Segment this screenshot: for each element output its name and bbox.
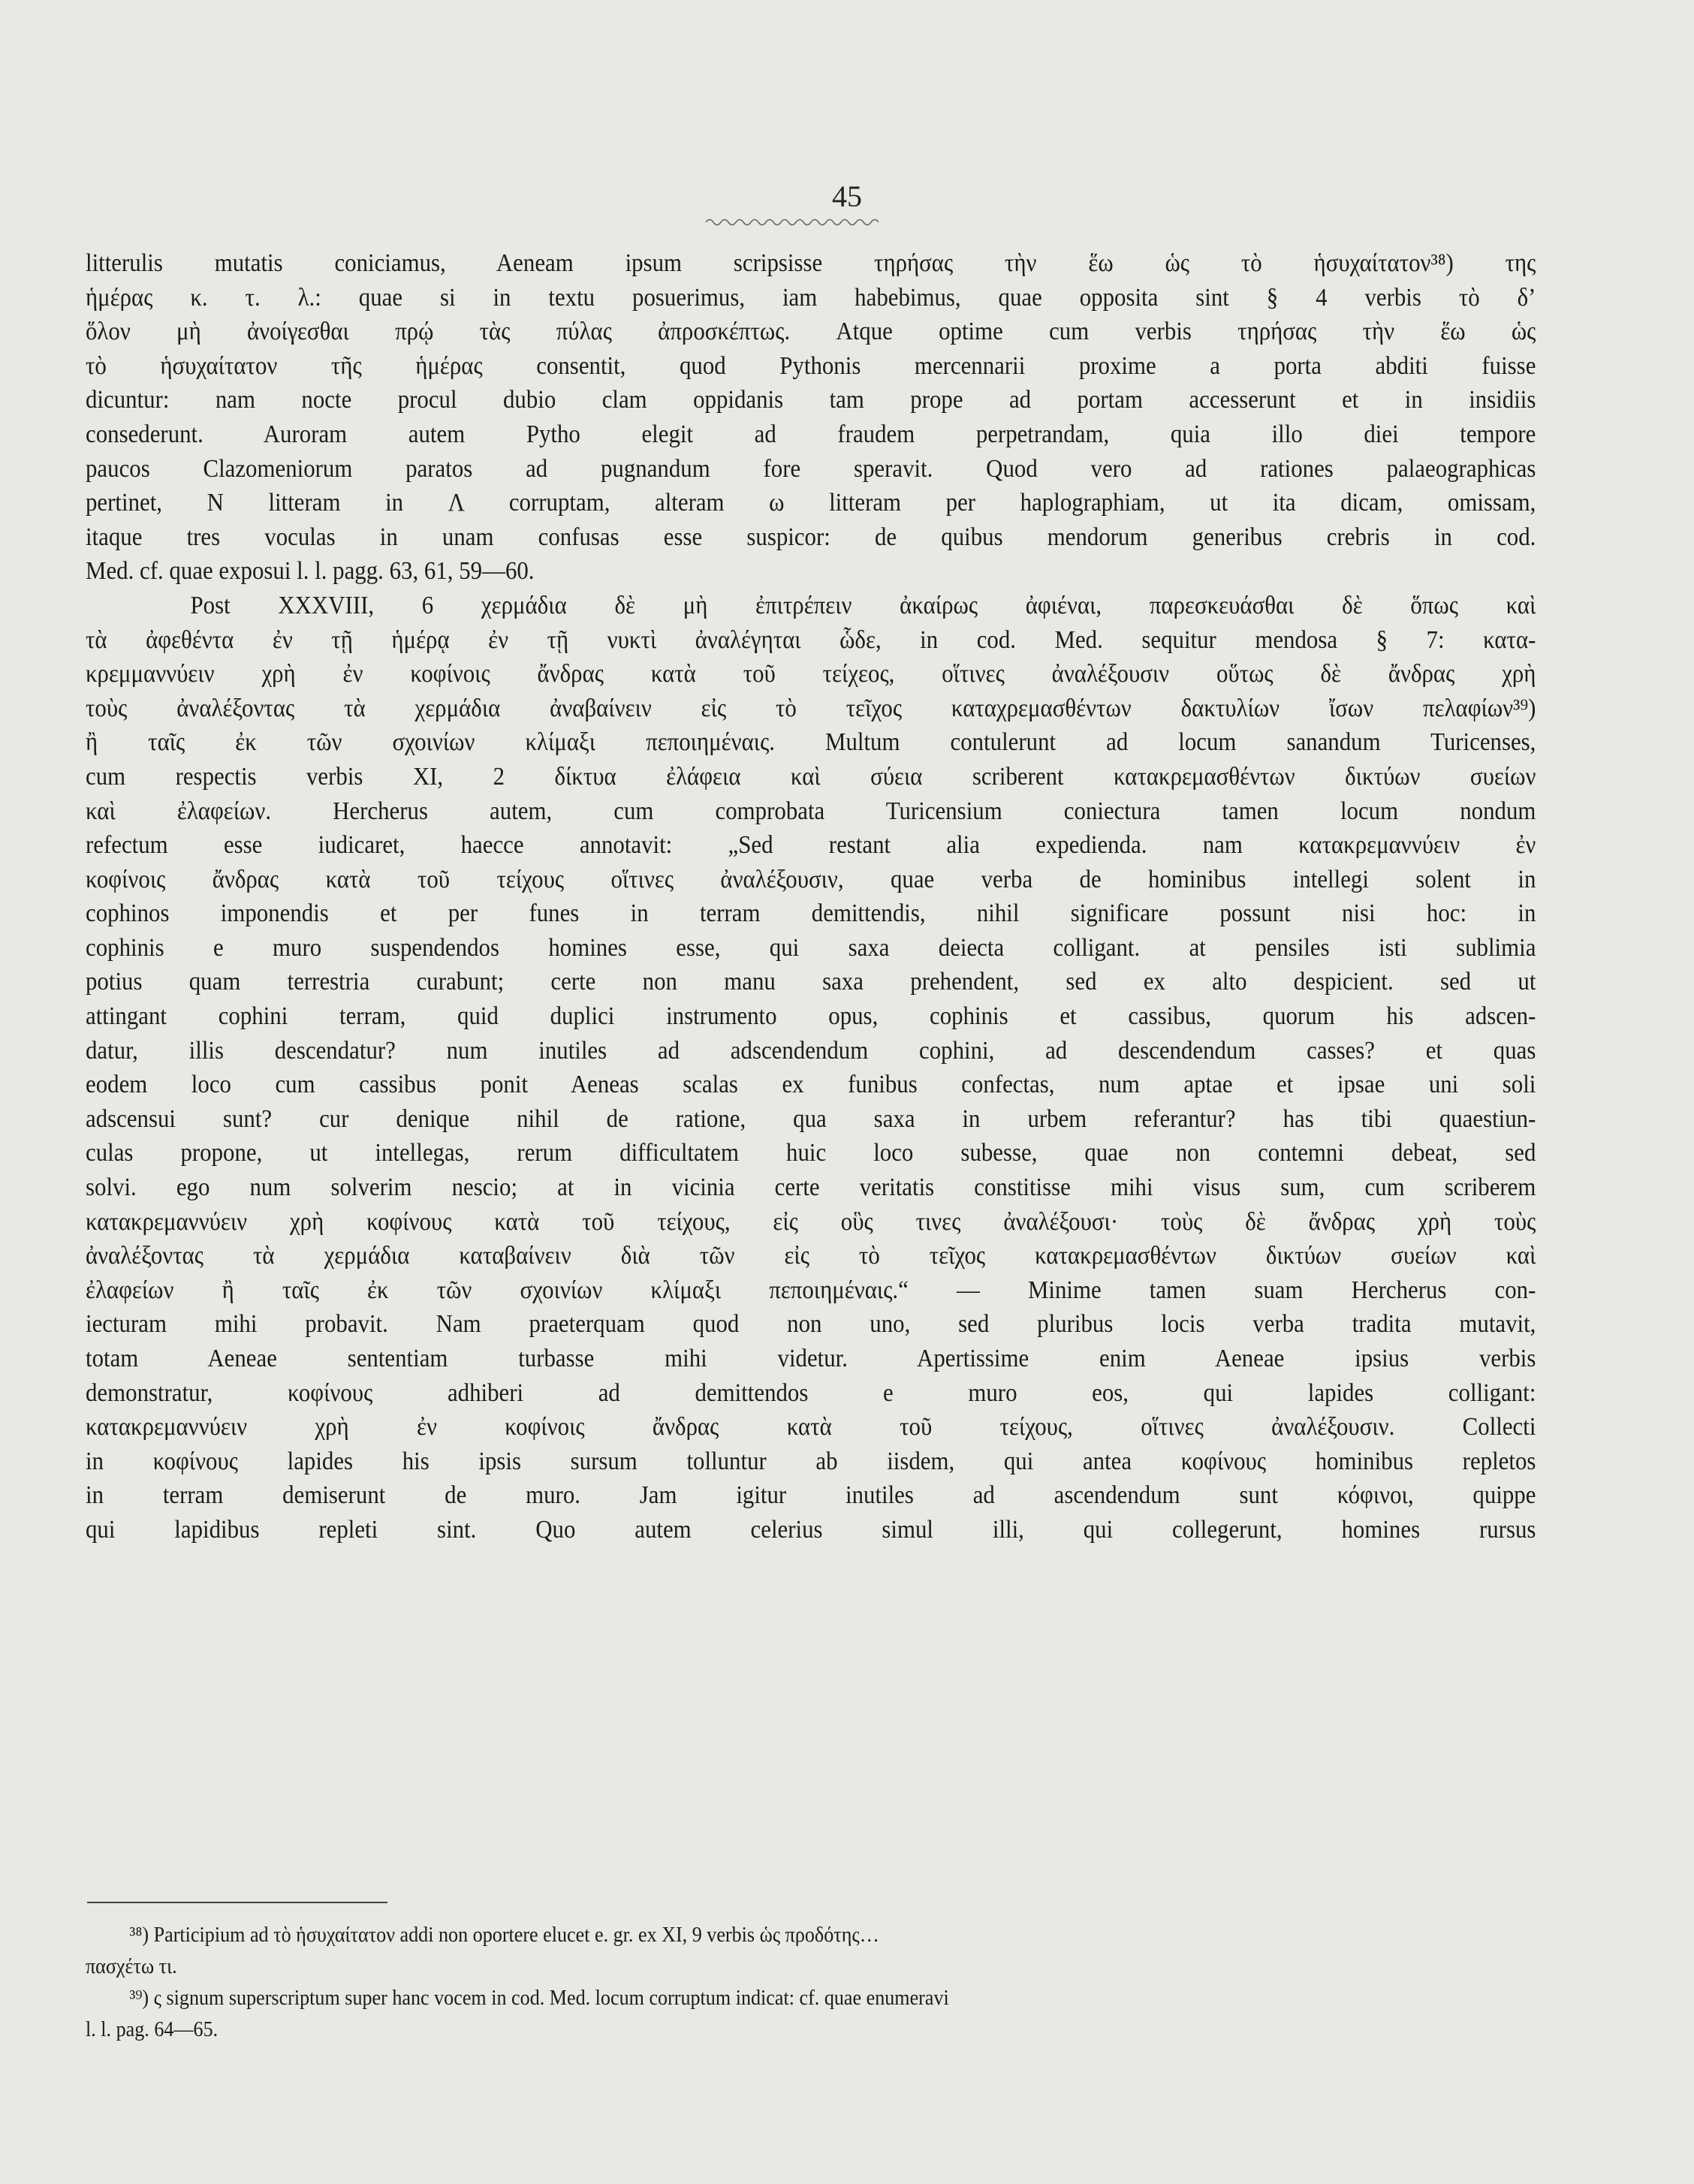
wavy-rule-ornament [706, 217, 879, 227]
text-line: dicuntur: nam nocte procul dubio clam oppidanis tam prope ad portam accesserunt et in insidiis [86, 385, 1536, 414]
footnote-divider [87, 1902, 387, 1903]
text-line: refectum esse iudicaret, haecce annotavit: „Sed restant alia expedienda. nam κατακρεμαννύειν ἐν [86, 830, 1536, 860]
footnote-line: πασχέτω τι. [86, 1954, 177, 1978]
text-line: pertinet, N litteram in Λ corruptam, alteram ω litteram per haplographiam, ut ita dicam, omissam, [86, 488, 1536, 517]
footnote-line: ³⁹) ς signum superscriptum super hanc vocem in cod. Med. locum corruptum indicat: cf. quae enumeravi [129, 1986, 949, 2010]
text-line: adscensui sunt? cur denique nihil de ratione, qua saxa in urbem referantur? has tibi quaestiun- [86, 1104, 1536, 1133]
text-line: in κοφίνους lapides his ipsis sursum tolluntur ab iisdem, qui antea κοφίνους hominibus repletos [86, 1446, 1536, 1475]
text-line: τὸ ἡσυχαίτατον τῆς ἡμέρας consentit, quod Pythonis mercennarii proxime a porta abditi fuisse [86, 351, 1536, 380]
text-line: attingant cophini terram, quid duplici instrumento opus, cophinis et cassibus, quorum his adscen- [86, 1002, 1536, 1031]
body-text [86, 246, 1536, 1547]
text-line: itaque tres voculas in unam confusas esse suspicor: de quibus mendorum generibus crebris in cod. [86, 522, 1536, 551]
text-line: solvi. ego num solverim nescio; at in vicinia certe veritatis constitisse mihi visus sum, cum scriberem [86, 1173, 1536, 1202]
page-number: 45 [832, 179, 862, 213]
text-line: Med. cf. quae exposui l. l. pagg. 63, 61, 59—60. [86, 556, 535, 586]
text-line: totam Aeneae sententiam turbasse mihi videtur. Apertissime enim Aeneae ipsius verbis [86, 1344, 1536, 1372]
text-line: datur, illis descendatur? num inutiles ad adscendendum cophini, ad descendendum casses? et quas [86, 1035, 1536, 1065]
text-line: consederunt. Auroram autem Pytho elegit ad fraudem perpetrandam, quia illo diei tempore [86, 419, 1536, 448]
text-line: ἐλαφείων ἢ ταῖς ἐκ τῶν σχοινίων κλίμαξι πεποιημέναις.“ — Minime tamen suam Hercherus con- [86, 1275, 1536, 1304]
text-line: eodem loco cum cassibus ponit Aeneas scalas ex funibus confectas, num aptae et ipsae uni soli [86, 1070, 1536, 1099]
text-line: iecturam mihi probavit. Nam praeterquam quod non uno, sed pluribus locis verba tradita mutavit, [86, 1309, 1536, 1339]
text-line: qui lapidibus repleti sint. Quo autem celerius simul illi, qui collegerunt, homines rursus [86, 1514, 1536, 1544]
footnote-line: ³⁸) Participium ad τὸ ἡσυχαίτατον addi non oportere elucet e. gr. ex XI, 9 verbis ὡς προδότης… [129, 1923, 879, 1947]
text-line: τὰ ἀφεθέντα ἐν τῇ ἡμέρᾳ ἐν τῇ νυκτὶ ἀναλέγηται ὧδε, in cod. Med. sequitur mendosa § 7: κατα- [86, 625, 1536, 654]
text-line: Post XXXVIII, 6 χερμάδια δὲ μὴ ἐπιτρέπειν ἀκαίρως ἀφιέναι, παρεσκευάσθαι δὲ ὅπως καὶ [190, 590, 1536, 619]
text-line: ὅλον μὴ ἀνοίγεσθαι πρῴ τὰς πύλας ἀπροσκέπτως. Atque optime cum verbis τηρήσας τὴν ἕω ὡς [86, 317, 1536, 346]
footnotes [86, 1919, 1545, 2045]
text-line: litterulis mutatis coniciamus, Aeneam ipsum scripsisse τηρήσας τὴν ἕω ὡς τὸ ἡσυχαίτατον³⁸) της [86, 249, 1536, 277]
text-line: κοφίνοις ἄνδρας κατὰ τοῦ τείχους οἵτινες ἀναλέξουσιν, quae verba de hominibus intellegi solent in [86, 864, 1536, 893]
text-line: ἢ ταῖς ἐκ τῶν σχοινίων κλίμαξι πεποιημέναις. Multum contulerunt ad locum sanandum Turicenses, [86, 727, 1536, 757]
text-line: τοὺς ἀναλέξοντας τὰ χερμάδια ἀναβαίνειν εἰς τὸ τεῖχος καταχρεμασθέντων δακτυλίων ἴσων πελαφίων³⁹) [86, 693, 1536, 722]
text-line: cophinis e muro suspendendos homines esse, qui saxa deiecta colligant. at pensiles isti sublimia [86, 932, 1536, 962]
text-line: cophinos imponendis et per funes in terram demittendis, nihil significare possunt nisi hoc: in [86, 899, 1536, 928]
text-line: culas propone, ut intellegas, rerum difficultatem huic loco subesse, quae non contemni debeat, sed [86, 1138, 1536, 1167]
text-line: κατακρεμαννύειν χρὴ ἐν κοφίνοις ἄνδρας κατὰ τοῦ τείχους, οἵτινες ἀναλέξουσιν. Collecti [86, 1412, 1536, 1441]
footnote-line: l. l. pag. 64—65. [86, 2017, 219, 2041]
text-line: paucos Clazomeniorum paratos ad pugnandum fore speravit. Quod vero ad rationes palaeographicas [86, 453, 1536, 483]
text-line: in terram demiserunt de muro. Jam igitur inutiles ad ascendendum sunt κόφινοι, quippe [86, 1481, 1536, 1510]
text-line: demonstratur, κοφίνους adhiberi ad demittendos e muro eos, qui lapides colligant: [86, 1378, 1536, 1407]
text-line: κατακρεμαννύειν χρὴ κοφίνους κατὰ τοῦ τείχους, εἰς οὓς τινες ἀναλέξουσι· τοὺς δὲ ἄνδρας χρὴ τοὺς [86, 1206, 1536, 1236]
text-line: ἡμέρας κ. τ. λ.: quae si in textu posuerimus, iam habebimus, quae opposita sint § 4 verbis τὸ δ’ [86, 282, 1536, 312]
text-line: cum respectis verbis XI, 2 δίκτυα ἐλάφεια καὶ σύεια scriberent κατακρεμασθέντων δικτύων συείων [86, 761, 1536, 791]
text-line: potius quam terrestria curabunt; certe non manu saxa prehendent, sed ex alto despicient. sed ut [86, 967, 1536, 996]
text-line: καὶ ἐλαφείων. Hercherus autem, cum comprobata Turicensium coniectura tamen locum nondum [86, 796, 1536, 825]
text-line: κρεμμαννύειν χρὴ ἐν κοφίνοις ἄνδρας κατὰ τοῦ τείχεος, οἵτινες ἀναλέξουσιν οὕτως δὲ ἄνδρας χρὴ [86, 659, 1536, 688]
text-line: ἀναλέξοντας τὰ χερμάδια καταβαίνειν διὰ τῶν εἰς τὸ τεῖχος κατακρεμασθέντων δικτύων συείων καὶ [86, 1241, 1536, 1270]
